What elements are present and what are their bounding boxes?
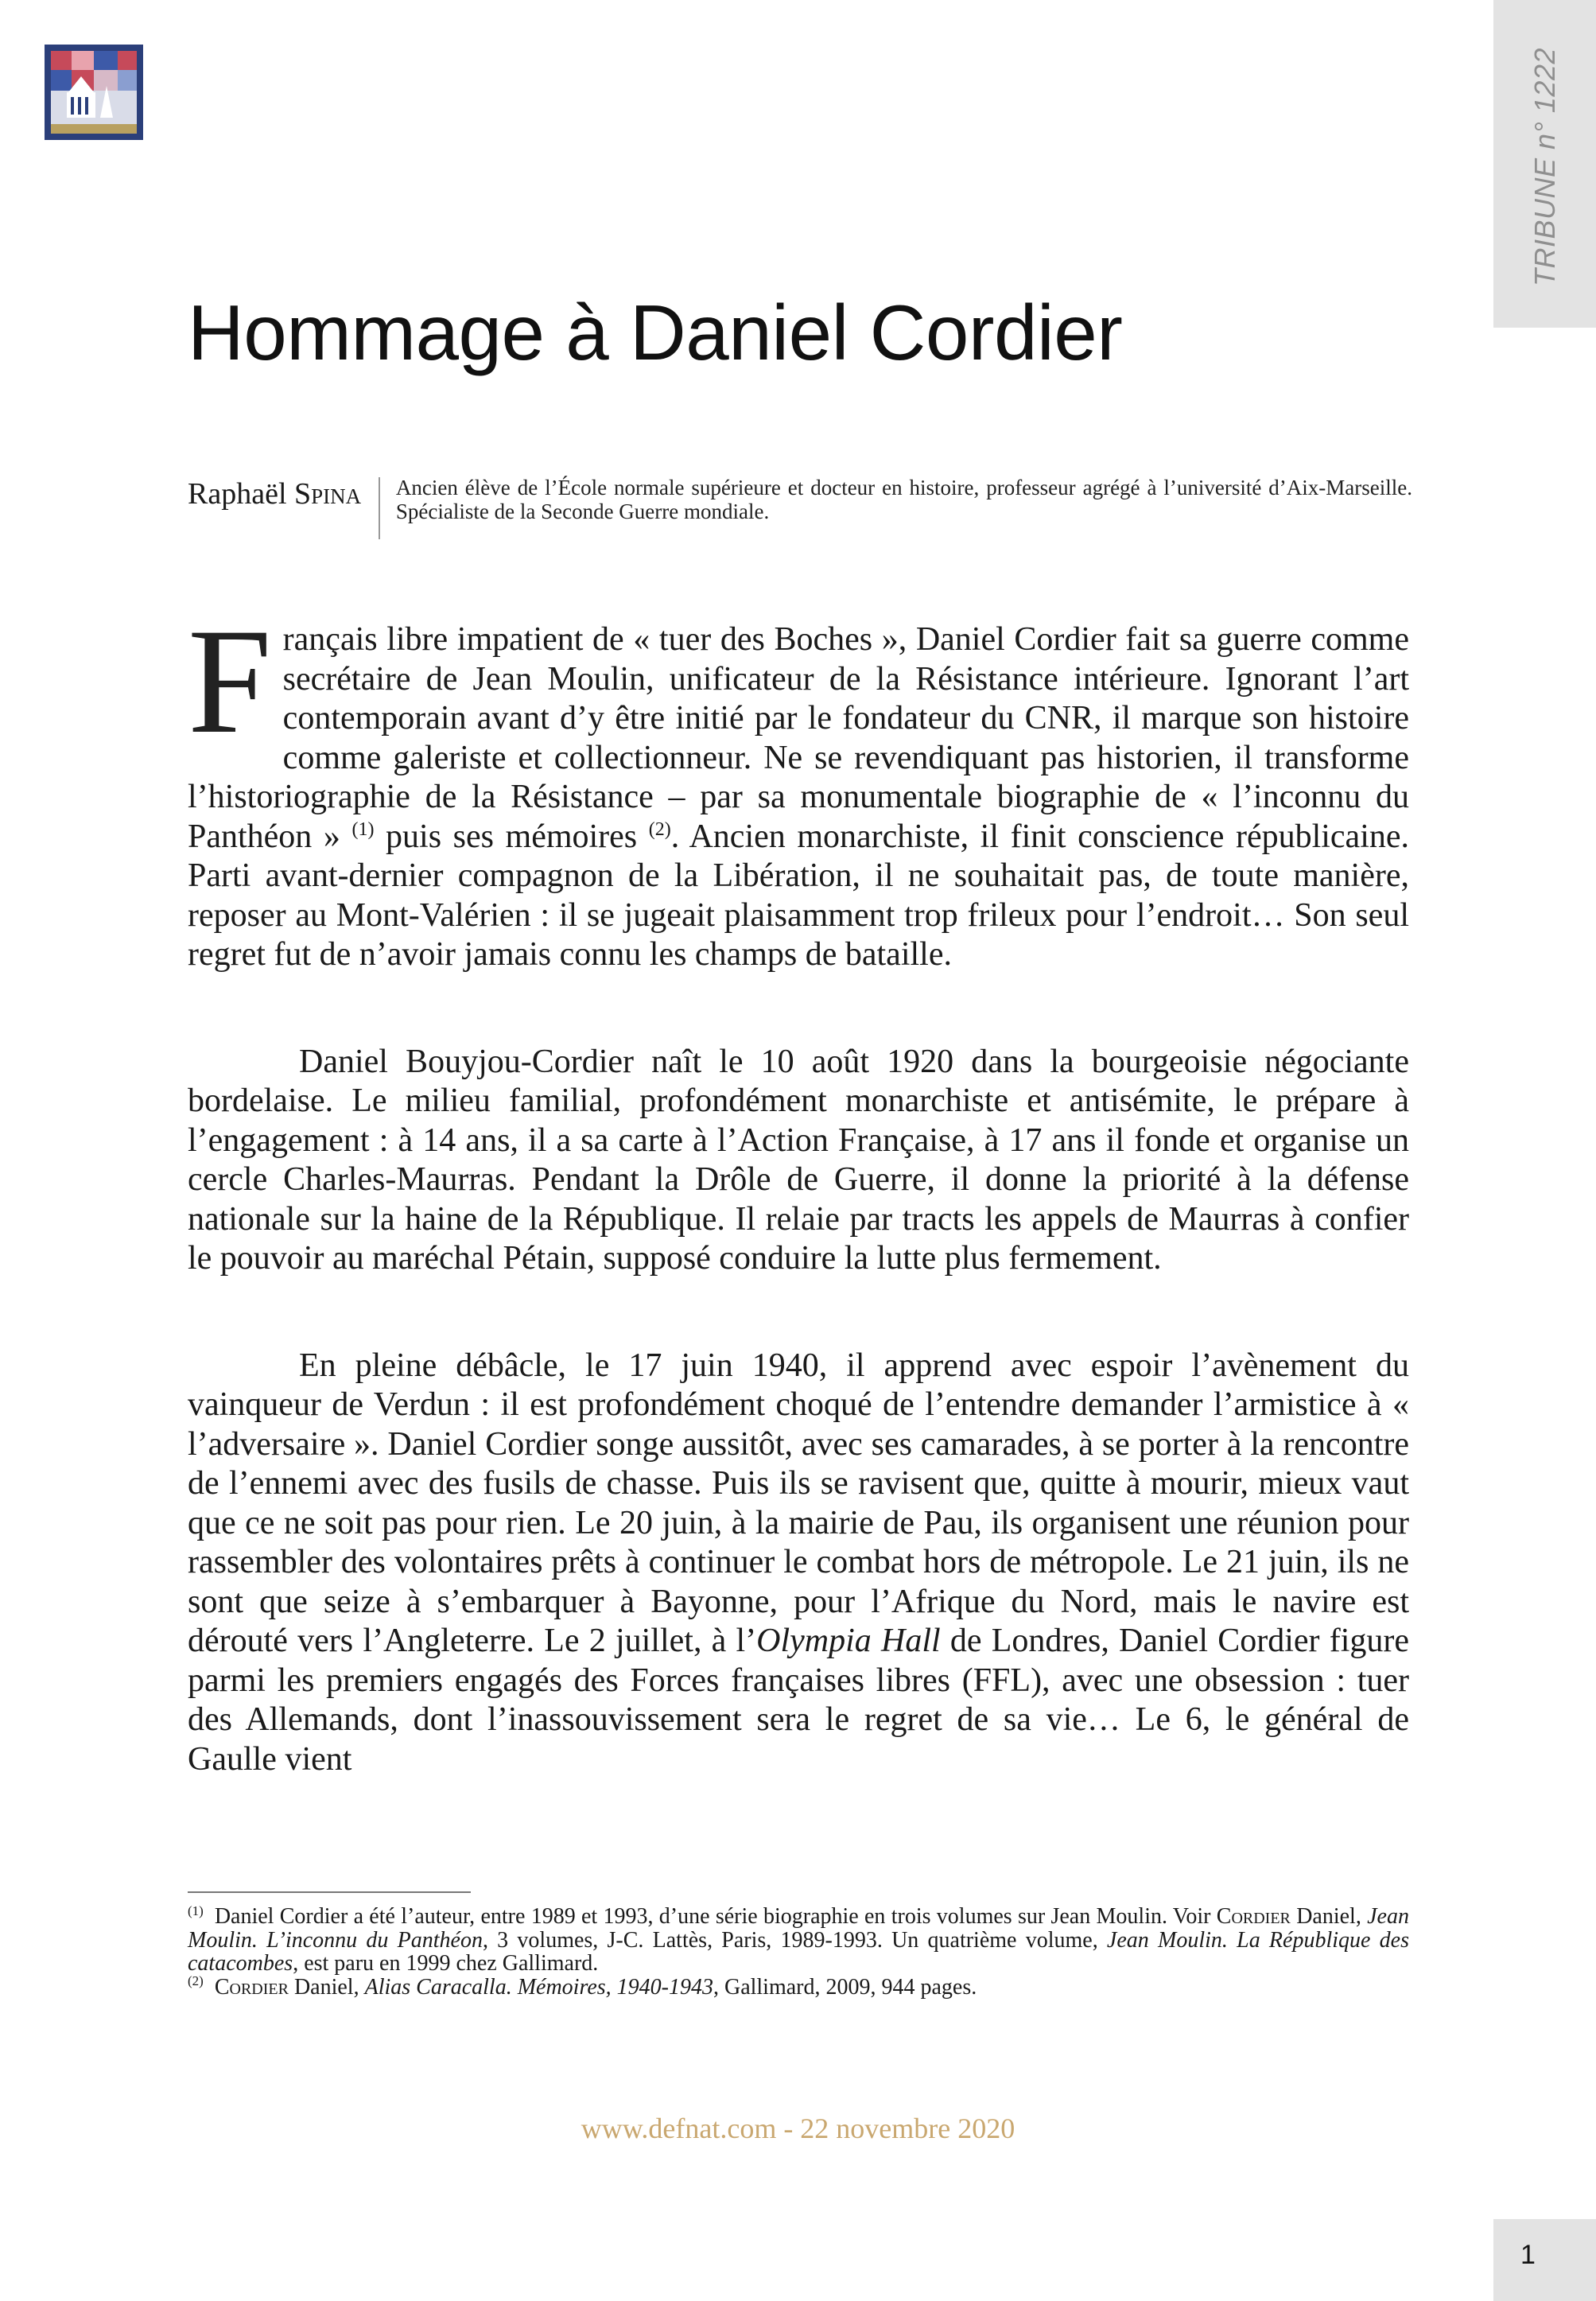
page-number-tab xyxy=(1493,2219,1596,2301)
footnote-2 xyxy=(188,1973,1409,2000)
footnote-divider xyxy=(188,1891,471,1893)
footnote-ref-2[interactable]: (2) xyxy=(648,818,671,840)
author-block xyxy=(188,476,1412,539)
footnote-1-text-c: , 3 volumes, J-C. Lattès, Paris, 1989-1993. Un quatrième volume, xyxy=(482,1927,1107,1953)
dropcap: F xyxy=(188,598,272,765)
page-title: Hommage à Daniel Cordier xyxy=(188,289,1123,376)
paragraph-3 xyxy=(188,1347,1409,1780)
paragraph-3-text-a: En pleine débâcle, le 17 juin 1940, il apprend avec espoir l’avènement du vainqueur de Verdun : il est profondément choqué de l’entendre demander l’armistice à « l’adversaire ». Daniel Cordier songe aussitôt, avec ses camarades, à se porter à la rencontre de l’ennemi avec des fusils de chasse. Puis ils se ravisent que, quitte à mourir, mieux vaut que ce ne soit pas pour rien. Le 20 juin, à la mairie de Pau, ils organisent une réunion pour rassembler des volontaires prêts à continuer le combat hors de métropole. Le 21 juin, ils ne sont que seize à s’embarquer à Bayonne, pour l’Afrique du Nord, mais le navire est dérouté vers l’Angleterre. Le 2 juillet, à l’ xyxy=(188,1347,1409,1659)
footnote-1-text-a: Daniel Cordier a été l’auteur, entre 1989 et 1993, d’une série biographie en trois volumes sur Jean Moulin. Voir xyxy=(214,1904,1217,1929)
footnote-1 xyxy=(188,1905,1409,1976)
paragraph-1 xyxy=(188,598,1410,975)
footnote-2-book-title: Alias Caracalla. Mémoires, 1940-1943 xyxy=(364,1974,713,2000)
paragraph-2: Daniel Bouyjou-Cordier naît le 10 août 1920 dans la bourgeoisie négociante bordelaise. Le milieu familial, profondément monarchiste et antisémite, le prépare à l’engagement : à 14 ans, il a sa carte à l’Action Française, à 17 ans il fonde et organise un cercle Charles-Maurras. Pendant la Drôle de Guerre, il donne la priorité à la défense nationale sur la haine de la République. Il relaie par tracts les appels de Maurras à confier le pouvoir au maréchal Pétain, supposé conduire la lutte plus fermement. xyxy=(188,1043,1409,1277)
footer-source[interactable]: www.defnat.com - 22 novembre 2020 xyxy=(581,2112,1015,2144)
footnote-1-book-title: Jean Moulin. L’inconnu du Panthéon xyxy=(188,1904,1409,1953)
footnote-1-book-title-2: Jean Moulin. La République des catacombes xyxy=(188,1927,1409,1976)
paragraph-1-text-b: puis ses mémoires xyxy=(374,818,649,855)
institution-logo-icon xyxy=(45,45,143,140)
footnotes xyxy=(188,1905,1409,1999)
footnote-2-author: Cordier xyxy=(214,1974,289,2000)
footnote-2-text-b: , Gallimard, 2009, 944 pages. xyxy=(713,1974,977,2000)
paragraph-1-text-c: . Ancien monarchiste, il finit conscience républicaine. Parti avant-dernier compagnon de la Libération, il ne souhaitait pas, de toute manière, reposer au Mont-Valérien : il se jugeait plaisamment trop frileux pour l’endroit… Son seul regret fut de n’avoir jamais connu les champs de bataille. xyxy=(188,818,1410,973)
tribune-label: TRIBUNE n° 1222 xyxy=(1528,47,1561,287)
paragraph-3-text-b: de Londres, Daniel Cordier figure parmi les premiers engagés des Forces françaises libres (FFL), avec une obsession : tuer des Allemands, dont l’inassouvissement sera le regret de sa vie… Le 6, le général de Gaulle vient xyxy=(188,1623,1409,1778)
author-bio: Ancien élève de l’École normale supérieure et docteur en histoire, professeur agrégé à l’université d’Aix-Marseille. Spécialiste de la Seconde Guerre mondiale. xyxy=(395,476,1412,523)
tribune-tab xyxy=(1493,0,1596,328)
author-first-name: Raphaël xyxy=(188,477,287,511)
footnote-1-text-b: Daniel, xyxy=(1290,1904,1368,1929)
footnote-1-text-d: , est paru en 1999 chez Gallimard. xyxy=(293,1951,599,1976)
footnote-2-text-a: Daniel, xyxy=(288,1974,365,2000)
author-last-name: Spina xyxy=(294,477,362,511)
paragraph-1-text-a: rançais libre impatient de « tuer des Boches », Daniel Cordier fait sa guerre comme secrétaire de Jean Moulin, unificateur de la Résistance intérieure. Ignorant l’art contemporain avant d’y être initié par le fondateur du CNR, il marque son histoire comme galeriste et collectionneur. Ne se revendiquant pas historien, il transforme l’historiographie de la Résistance – par sa monumentale biographie de « l’inconnu du Panthéon » xyxy=(188,621,1409,855)
footnote-1-author: Cordier xyxy=(1216,1904,1291,1929)
author-name xyxy=(188,476,379,512)
footnote-2-marker: (2) xyxy=(188,1973,204,1989)
page-number: 1 xyxy=(1520,2240,1536,2270)
footnote-ref-1[interactable]: (1) xyxy=(351,818,375,840)
article-body xyxy=(188,598,1410,1779)
footnote-1-marker: (1) xyxy=(188,1903,204,1918)
paragraph-3-italic: Olympia Hall xyxy=(756,1623,941,1659)
